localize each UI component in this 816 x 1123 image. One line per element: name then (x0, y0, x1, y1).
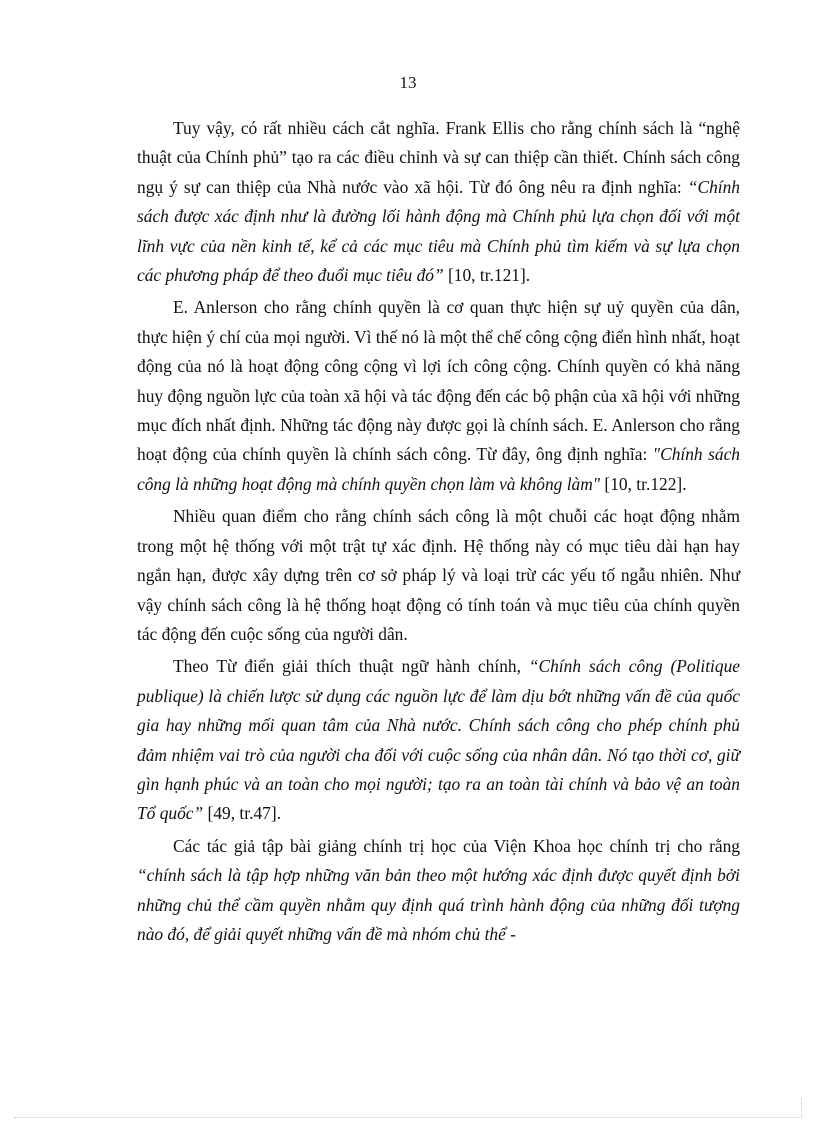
paragraph (137, 114, 740, 290)
page-corner-border (801, 1098, 802, 1118)
text-run: Các tác giả tập bài giảng chính trị học của Viện Khoa học chính trị cho rằng (173, 835, 740, 856)
text-run: Theo Từ điển giải thích thuật ngữ hành chính, (173, 656, 529, 677)
citation-run: [10, tr.121]. (443, 265, 531, 286)
quoted-text-run: “chính sách là tập hợp những văn bản theo một hướng xác định được quyết định bởi những chủ thể cầm quyền nhằm quy định quá trình hành động của những đối tượng nào đó, để giải quyết những vấn đề mà nhóm chủ thể - (137, 865, 740, 944)
quoted-text-run: "Chính sách công là những hoạt động mà chính quyền chọn làm và không làm" (137, 444, 740, 494)
text-run: Tuy vậy, có rất nhiều cách cắt nghĩa. Frank Ellis cho rằng chính sách là “nghệ thuật của Chính phủ” tạo ra các điều chỉnh và sự can thiệp cần thiết. Chính sách công ngụ ý sự can thiệp của Nhà nước vào xã hội. Từ đó ông nêu ra định nghĩa: (137, 118, 740, 197)
paragraph (137, 832, 740, 950)
quoted-text-run: “Chính sách được xác định như là đường lối hành động mà Chính phủ lựa chọn đối với một lĩnh vực của nền kinh tế, kể cả các mục tiêu mà Chính phủ tìm kiếm và sự lựa chọn các phương pháp để theo đuổi mục tiêu đó” (137, 176, 740, 286)
page-number: 13 (399, 73, 417, 92)
page-bottom-border (14, 1117, 802, 1118)
citation-run: [10, tr.122]. (600, 473, 687, 494)
paragraph (137, 293, 740, 499)
body-text (137, 114, 740, 949)
paragraph (137, 652, 740, 828)
paragraph (137, 502, 740, 649)
citation-run: [49, tr.47]. (203, 803, 281, 824)
text-run: Nhiều quan điểm cho rằng chính sách công là một chuỗi các hoạt động nhằm trong một hệ thống với một trật tự xác định. Hệ thống này có mục tiêu dài hạn hay ngắn hạn, được xây dựng trên cơ sở pháp lý và loại trừ các yếu tố ngẫu nhiên. Như vậy chính sách công là hệ thống hoạt động có tính toán và mục tiêu của chính quyền tác động đến cuộc sống của người dân. (137, 506, 740, 644)
quoted-text-run: “Chính sách công (Politique publique) là chiến lược sử dụng các nguồn lực để làm dịu bớt những vấn đề của quốc gia hay những mối quan tâm của Nhà nước. Chính sách công cho phép chính phủ đảm nhiệm vai trò của người cha đối với cuộc sống của nhân dân. Nó tạo thời cơ, giữ gìn hạnh phúc và an toàn cho mọi người; tạo ra an toàn tài chính và bảo vệ an toàn Tổ quốc” (137, 656, 740, 824)
text-run: E. Anlerson cho rằng chính quyền là cơ quan thực hiện sự uỷ quyền của dân, thực hiện ý chí của mọi người. Vì thế nó là một thể chế công cộng điển hình nhất, hoạt động của nó là hoạt động công cộng vì lợi ích công cộng. Chính quyền có khả năng huy động nguồn lực của toàn xã hội và tác động đến các bộ phận của xã hội với những mục đích nhất định. Những tác động này được gọi là chính sách. E. Anlerson cho rằng hoạt động của chính quyền là chính sách công. Từ đây, ông định nghĩa: (137, 297, 740, 465)
